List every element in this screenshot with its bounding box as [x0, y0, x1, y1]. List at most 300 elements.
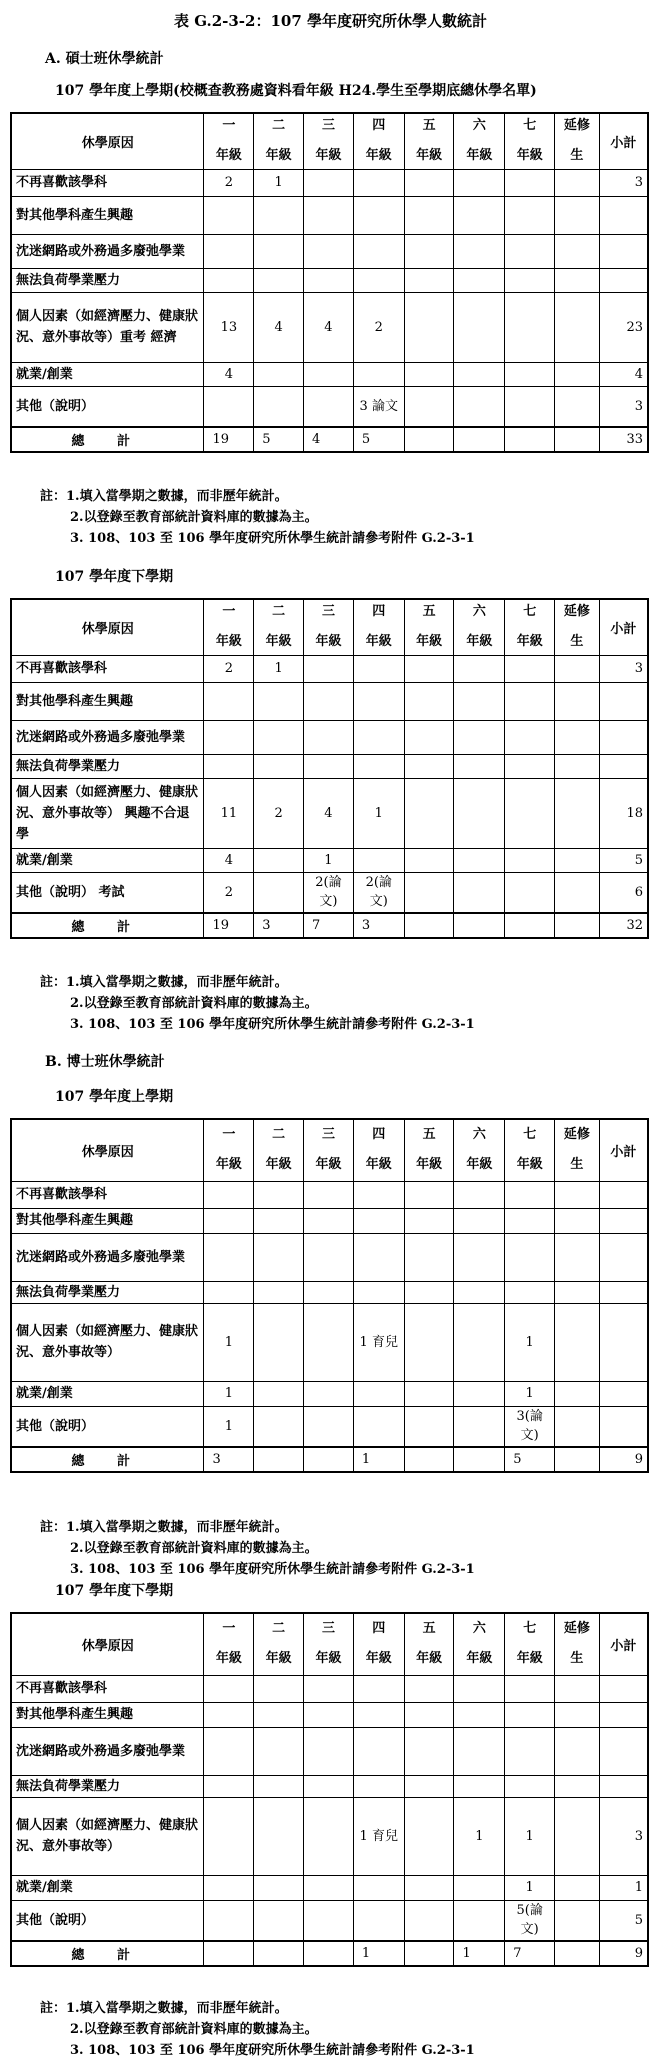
- total-cell: 1: [353, 1941, 404, 1966]
- header-row: [11, 1119, 648, 1181]
- grade-cell: [254, 872, 304, 913]
- grade-cell: 1 育兒: [353, 1303, 404, 1381]
- grade-cell: [254, 1303, 304, 1381]
- grade-cell: [404, 1406, 454, 1447]
- grade-cell: [304, 1233, 354, 1281]
- grade-cell: [204, 268, 254, 292]
- grade-label-bottom: 年級: [265, 1651, 292, 1667]
- grade-cell: [454, 1381, 505, 1406]
- grade-cell: 1: [204, 1303, 254, 1381]
- grade-cell: [254, 1181, 304, 1208]
- table-row: [11, 1181, 648, 1208]
- grade-label-bottom: 年級: [516, 148, 543, 164]
- total-cell: 1: [454, 1941, 505, 1966]
- grade-cell: [454, 1900, 505, 1941]
- grade-cell: [404, 1775, 454, 1797]
- grade-label-top: 五: [422, 604, 436, 620]
- column-header-grade: [204, 599, 254, 655]
- column-header-grade: [505, 599, 555, 655]
- total-cell: [254, 1941, 304, 1966]
- grade-cell: 4: [204, 848, 254, 872]
- grade-cell: [304, 720, 354, 754]
- grade-cell: [505, 386, 555, 427]
- grade-cell: [555, 720, 600, 754]
- grade-label-top: 一: [222, 118, 236, 134]
- grade-label-top: 六: [472, 1621, 486, 1637]
- grade-cell: [505, 234, 555, 268]
- grade-cell: [304, 386, 354, 427]
- column-header-grade: [404, 1119, 454, 1181]
- grade-cell: [505, 682, 555, 720]
- grade-cell: [505, 1675, 555, 1702]
- grade-label-bottom: 年級: [265, 1157, 292, 1173]
- grade-cell: [555, 1208, 600, 1233]
- note-3: 3. 108、103 至 106 學年度研究所休學生統計請參考附件 G.2-3-1: [70, 1562, 475, 1577]
- total-cell: [454, 1447, 505, 1472]
- grade-cell: [454, 720, 505, 754]
- note-1: 註：1.填入當學期之數據，而非歷年統計。: [40, 2001, 288, 2016]
- grade-cell: [555, 234, 600, 268]
- grade-cell: [254, 1281, 304, 1303]
- grade-cell: [204, 1900, 254, 1941]
- row-reason: 沈迷網路或外務過多廢弛學業: [11, 1233, 204, 1281]
- table-row: [11, 655, 648, 682]
- total-cell: 7: [505, 1941, 555, 1966]
- table-row: [11, 720, 648, 754]
- column-header-reason: 休學原因: [11, 1613, 204, 1675]
- grade-cell: [555, 169, 600, 196]
- grade-label-bottom: 年級: [365, 1651, 392, 1667]
- grade-cell: [204, 1675, 254, 1702]
- subtotal-cell: [599, 1702, 648, 1727]
- grade-cell: [454, 1281, 505, 1303]
- total-cell: 19: [204, 913, 254, 938]
- grade-cell: [204, 1875, 254, 1900]
- table-row: [11, 234, 648, 268]
- grade-cell: [505, 169, 555, 196]
- grade-cell: [304, 655, 354, 682]
- grade-cell: [353, 1675, 404, 1702]
- statistics-table: [10, 1612, 649, 1967]
- grade-cell: [454, 655, 505, 682]
- grade-cell: [555, 655, 600, 682]
- grade-cell: [555, 196, 600, 234]
- row-reason: 其他（說明）: [11, 1900, 204, 1941]
- table-caption: 107 學年度上學期: [55, 1089, 174, 1105]
- grade-label-bottom: 年級: [315, 1651, 342, 1667]
- grade-cell: 3(論文): [505, 1406, 555, 1447]
- total-cell: 4: [304, 427, 354, 452]
- note-2: 2.以登錄至教育部統計資料庫的數據為主。: [70, 510, 318, 525]
- grade-label-top: 一: [222, 604, 236, 620]
- grade-cell: [254, 1233, 304, 1281]
- row-reason: 其他（說明）: [11, 386, 204, 427]
- grade-label-bottom: 年級: [215, 634, 242, 650]
- total-row: [11, 427, 648, 452]
- grade-cell: [353, 1900, 404, 1941]
- grade-cell: [454, 778, 505, 848]
- grade-cell: [254, 386, 304, 427]
- grade-cell: [254, 682, 304, 720]
- grade-cell: [404, 1702, 454, 1727]
- grade-label-bottom: 年級: [416, 634, 443, 650]
- grade-label-bottom: 年級: [466, 1651, 493, 1667]
- grade-label-bottom: 年級: [466, 148, 493, 164]
- table-row: [11, 1900, 648, 1941]
- grade-cell: [555, 1281, 600, 1303]
- grade-cell: [254, 268, 304, 292]
- grade-label-top: 四: [372, 1127, 386, 1143]
- grade-cell: [555, 1775, 600, 1797]
- grade-cell: [204, 1181, 254, 1208]
- grade-label-top: 延修: [563, 118, 590, 134]
- grade-cell: [404, 1233, 454, 1281]
- grade-cell: [254, 362, 304, 386]
- grade-cell: [555, 1181, 600, 1208]
- grade-cell: [304, 1675, 354, 1702]
- grade-label-top: 六: [472, 604, 486, 620]
- grade-cell: [353, 1406, 404, 1447]
- row-reason: 無法負荷學業壓力: [11, 268, 204, 292]
- grade-cell: [353, 754, 404, 778]
- column-header-grade: [304, 1613, 354, 1675]
- table-row: [11, 848, 648, 872]
- column-header-subtotal: 小計: [599, 1613, 648, 1675]
- grade-cell: 4: [254, 292, 304, 362]
- column-header-grade: [304, 113, 354, 169]
- grade-cell: [353, 234, 404, 268]
- grade-label-bottom: 年級: [416, 1157, 443, 1173]
- grade-cell: [254, 848, 304, 872]
- column-header-grade: [204, 113, 254, 169]
- row-reason: 就業/創業: [11, 848, 204, 872]
- grade-cell: [404, 1900, 454, 1941]
- grade-label-top: 三: [321, 118, 335, 134]
- grade-cell: [505, 362, 555, 386]
- grade-cell: [304, 682, 354, 720]
- grade-label-bottom: 年級: [215, 1651, 242, 1667]
- column-header-reason: 休學原因: [11, 1119, 204, 1181]
- subtotal-cell: [599, 1406, 648, 1447]
- table-notes: [40, 1998, 475, 2061]
- grade-label-bottom: 生: [570, 148, 584, 164]
- total-row: [11, 1941, 648, 1966]
- grade-cell: [454, 1702, 505, 1727]
- grade-cell: [304, 169, 354, 196]
- grade-cell: [353, 848, 404, 872]
- grade-cell: [404, 1875, 454, 1900]
- grade-label-top: 延修: [563, 604, 590, 620]
- grade-cell: [404, 1281, 454, 1303]
- grade-cell: [454, 682, 505, 720]
- table-caption: 107 學年度下學期: [55, 1583, 174, 1599]
- table-row: [11, 362, 648, 386]
- grade-cell: [204, 720, 254, 754]
- grade-cell: [204, 682, 254, 720]
- grade-cell: 1: [454, 1797, 505, 1875]
- grade-label-top: 七: [523, 118, 537, 134]
- grade-cell: [454, 1233, 505, 1281]
- total-cell: [404, 913, 454, 938]
- subtotal-cell: 18: [599, 778, 648, 848]
- grade-label-bottom: 年級: [466, 634, 493, 650]
- table-row: [11, 1775, 648, 1797]
- grade-label-top: 一: [222, 1621, 236, 1637]
- grand-total-cell: 9: [599, 1447, 648, 1472]
- column-header-grade: [353, 1613, 404, 1675]
- grade-cell: 1: [505, 1303, 555, 1381]
- grade-cell: [555, 1797, 600, 1875]
- grade-cell: [454, 196, 505, 234]
- grade-cell: [404, 1208, 454, 1233]
- grade-cell: [353, 655, 404, 682]
- grade-cell: 1 育兒: [353, 1797, 404, 1875]
- grade-cell: [404, 1181, 454, 1208]
- grade-cell: 2: [254, 778, 304, 848]
- grade-cell: [204, 234, 254, 268]
- row-reason: 個人因素（如經濟壓力、健康狀況、意外事故等）: [11, 1303, 204, 1381]
- grade-cell: [254, 234, 304, 268]
- grade-cell: [304, 1727, 354, 1775]
- grade-cell: [404, 1797, 454, 1875]
- total-cell: 3: [353, 913, 404, 938]
- grade-cell: 2: [204, 872, 254, 913]
- grade-cell: [555, 1900, 600, 1941]
- grade-cell: [204, 1281, 254, 1303]
- row-reason: 個人因素（如經濟壓力、健康狀況、意外事故等）: [11, 1797, 204, 1875]
- total-cell: [555, 913, 600, 938]
- grade-cell: 3 論文: [353, 386, 404, 427]
- grade-cell: [304, 1775, 354, 1797]
- grade-cell: [505, 268, 555, 292]
- total-cell: 19: [204, 427, 254, 452]
- subtotal-cell: [599, 682, 648, 720]
- column-header-grade: [204, 1613, 254, 1675]
- grade-cell: [404, 292, 454, 362]
- grade-cell: [505, 1233, 555, 1281]
- grade-cell: [353, 1875, 404, 1900]
- row-reason: 沈迷網路或外務過多廢弛學業: [11, 234, 204, 268]
- grade-label-top: 六: [472, 118, 486, 134]
- grade-cell: [404, 1727, 454, 1775]
- grade-label-top: 二: [272, 118, 286, 134]
- grade-label-bottom: 年級: [315, 1157, 342, 1173]
- grade-label-top: 三: [321, 1621, 335, 1637]
- grade-label-top: 延修: [563, 1127, 590, 1143]
- subtotal-cell: 6: [599, 872, 648, 913]
- grade-cell: [555, 872, 600, 913]
- grade-label-bottom: 年級: [315, 634, 342, 650]
- total-label: 總 計: [11, 1941, 204, 1966]
- grade-label-top: 四: [372, 604, 386, 620]
- total-cell: 3: [254, 913, 304, 938]
- column-header-grade: [353, 113, 404, 169]
- row-reason: 對其他學科產生興趣: [11, 1208, 204, 1233]
- grade-cell: [353, 1381, 404, 1406]
- grade-cell: [254, 754, 304, 778]
- subtotal-cell: 23: [599, 292, 648, 362]
- grade-cell: [404, 682, 454, 720]
- table-row: [11, 386, 648, 427]
- table-notes: [40, 486, 475, 549]
- subtotal-cell: [599, 1281, 648, 1303]
- grade-cell: 1: [204, 1406, 254, 1447]
- subtotal-cell: 3: [599, 655, 648, 682]
- grade-cell: [204, 1797, 254, 1875]
- grade-label-bottom: 年級: [365, 148, 392, 164]
- section-label-masters: A. 碩士班休學統計: [45, 51, 164, 67]
- grade-cell: [555, 362, 600, 386]
- subtotal-cell: [599, 1233, 648, 1281]
- grade-cell: [204, 1208, 254, 1233]
- subtotal-cell: 3: [599, 386, 648, 427]
- row-reason: 就業/創業: [11, 362, 204, 386]
- grade-label-top: 六: [472, 1127, 486, 1143]
- grade-cell: [304, 1281, 354, 1303]
- column-header-grade: [555, 599, 600, 655]
- subtotal-cell: 4: [599, 362, 648, 386]
- row-reason: 其他（說明） 考試: [11, 872, 204, 913]
- row-reason: 無法負荷學業壓力: [11, 754, 204, 778]
- grade-cell: [555, 1727, 600, 1775]
- grade-cell: [304, 1875, 354, 1900]
- grade-label-bottom: 年級: [365, 1157, 392, 1173]
- note-1: 註：1.填入當學期之數據，而非歷年統計。: [40, 1520, 288, 1535]
- grade-cell: [505, 1775, 555, 1797]
- note-3: 3. 108、103 至 106 學年度研究所休學生統計請參考附件 G.2-3-1: [70, 2043, 475, 2058]
- grade-cell: [304, 1900, 354, 1941]
- grade-cell: [404, 362, 454, 386]
- grade-label-top: 七: [523, 1621, 537, 1637]
- subtotal-cell: 5: [599, 848, 648, 872]
- subtotal-cell: 5: [599, 1900, 648, 1941]
- grade-cell: 1: [505, 1797, 555, 1875]
- subtotal-cell: 1: [599, 1875, 648, 1900]
- grade-cell: [404, 872, 454, 913]
- total-cell: 5: [353, 427, 404, 452]
- grade-cell: [353, 169, 404, 196]
- header-row: [11, 599, 648, 655]
- grade-cell: [404, 720, 454, 754]
- grade-cell: [353, 1181, 404, 1208]
- grade-cell: [353, 362, 404, 386]
- grade-label-bottom: 年級: [516, 634, 543, 650]
- total-row: [11, 1447, 648, 1472]
- grade-label-top: 二: [272, 604, 286, 620]
- grade-cell: [353, 1775, 404, 1797]
- grade-cell: 2: [204, 169, 254, 196]
- grade-cell: [304, 1797, 354, 1875]
- table-row: [11, 196, 648, 234]
- grade-cell: [404, 1675, 454, 1702]
- statistics-table: [10, 1118, 649, 1473]
- grade-cell: [555, 268, 600, 292]
- subtotal-cell: [599, 268, 648, 292]
- table-row: [11, 1875, 648, 1900]
- total-cell: [454, 913, 505, 938]
- grade-cell: [304, 1702, 354, 1727]
- grade-cell: [304, 754, 354, 778]
- grade-cell: [304, 1303, 354, 1381]
- page-title: 表 G.2-3-2：107 學年度研究所休學人數統計: [173, 12, 488, 30]
- total-cell: 1: [353, 1447, 404, 1472]
- grade-cell: [404, 268, 454, 292]
- column-header-reason: 休學原因: [11, 113, 204, 169]
- grade-cell: [555, 386, 600, 427]
- grade-cell: [254, 1675, 304, 1702]
- column-header-grade: [454, 1613, 505, 1675]
- grade-label-bottom: 年級: [265, 148, 292, 164]
- grade-cell: 2: [353, 292, 404, 362]
- column-header-reason: 休學原因: [11, 599, 204, 655]
- grade-cell: [505, 872, 555, 913]
- grade-cell: [505, 720, 555, 754]
- note-2: 2.以登錄至教育部統計資料庫的數據為主。: [70, 2022, 318, 2037]
- grand-total-cell: 9: [599, 1941, 648, 1966]
- grade-cell: [204, 1233, 254, 1281]
- note-1: 註：1.填入當學期之數據，而非歷年統計。: [40, 489, 288, 504]
- grade-label-bottom: 生: [570, 634, 584, 650]
- grade-cell: [254, 720, 304, 754]
- grade-cell: [454, 1727, 505, 1775]
- total-cell: [555, 1941, 600, 1966]
- grade-cell: [353, 682, 404, 720]
- grade-label-bottom: 年級: [516, 1157, 543, 1173]
- grade-cell: [505, 778, 555, 848]
- grade-cell: 2(論文): [353, 872, 404, 913]
- table-notes: [40, 972, 475, 1035]
- grade-cell: [304, 1208, 354, 1233]
- grade-cell: [204, 754, 254, 778]
- grade-cell: [505, 1281, 555, 1303]
- column-header-grade: [505, 113, 555, 169]
- column-header-subtotal: 小計: [599, 1119, 648, 1181]
- column-header-grade: [353, 1119, 404, 1181]
- grade-label-bottom: 年級: [315, 148, 342, 164]
- table-row: [11, 1281, 648, 1303]
- grade-label-bottom: 年級: [265, 634, 292, 650]
- column-header-grade: [555, 113, 600, 169]
- row-reason: 不再喜歡該學科: [11, 1181, 204, 1208]
- total-cell: 5: [254, 427, 304, 452]
- subtotal-cell: [599, 1303, 648, 1381]
- grade-cell: [304, 362, 354, 386]
- grade-cell: [454, 1875, 505, 1900]
- table-notes: [40, 1517, 475, 1580]
- column-header-grade: [204, 1119, 254, 1181]
- table-row: [11, 1797, 648, 1875]
- grade-cell: [353, 1702, 404, 1727]
- grade-label-bottom: 年級: [466, 1157, 493, 1173]
- grade-label-bottom: 年級: [365, 634, 392, 650]
- grade-cell: [254, 196, 304, 234]
- grade-cell: [204, 196, 254, 234]
- grade-label-bottom: 生: [570, 1651, 584, 1667]
- grade-cell: [353, 1208, 404, 1233]
- grade-cell: 4: [304, 292, 354, 362]
- grade-cell: [454, 1208, 505, 1233]
- grand-total-cell: 32: [599, 913, 648, 938]
- grade-cell: [404, 655, 454, 682]
- grade-cell: [454, 1775, 505, 1797]
- grade-cell: [505, 848, 555, 872]
- table-row: [11, 1303, 648, 1381]
- total-cell: [404, 427, 454, 452]
- row-reason: 不再喜歡該學科: [11, 655, 204, 682]
- grade-cell: 1: [304, 848, 354, 872]
- grade-label-bottom: 生: [570, 1157, 584, 1173]
- section-label-doctoral: B. 博士班休學統計: [45, 1054, 165, 1070]
